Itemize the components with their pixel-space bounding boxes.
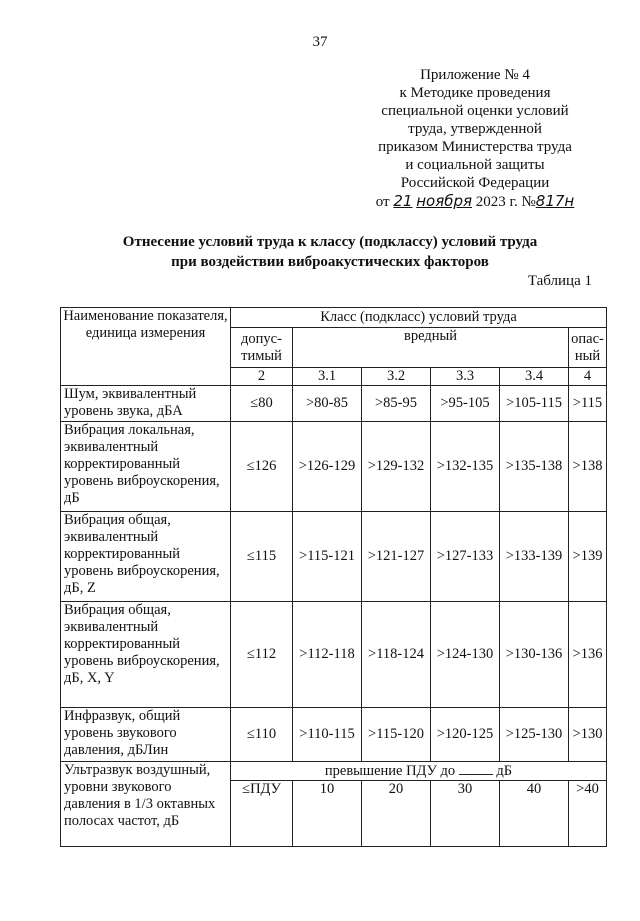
header-code: 3.3 [431,368,500,386]
row-name: Инфразвук, общий уровень звукового давления, дБЛин [61,708,231,762]
row-name: Вибрация локальная, эквивалентный корректированный уровень виброускорения, дБ [61,422,231,512]
header-code: 2 [231,368,293,386]
table-row [61,422,607,512]
classification-table [60,307,607,847]
ultrasound-row [61,762,607,781]
blank-line [459,762,493,775]
page-number: 37 [312,34,328,50]
appendix-block [360,66,590,211]
table-row [61,512,607,602]
row-value: >127-133 [431,512,500,602]
header-code: 3.4 [500,368,569,386]
table-label: Таблица 1 [527,273,592,289]
header-name-col: Наименование показателя, единица измерения [61,308,231,386]
row-value: >115-121 [293,512,362,602]
row-name: Вибрация общая, эквивалентный корректированный уровень виброускорения, дБ, Z [61,512,231,602]
header-dangerous: опас-ный [569,328,607,368]
header-permissible: допус-тимый [231,328,293,368]
title-line: Отнесение условий труда к классу (подклассу) условий труда [122,234,538,250]
row-value: >129-132 [362,422,431,512]
row-value: >95-105 [431,386,500,422]
appendix-line: к Методике проведения [399,85,551,101]
date-day: 21 [393,192,413,210]
row-value: >130 [569,708,607,762]
appendix-line: и социальной защиты [405,157,545,173]
table-row [61,602,607,708]
row-value: ≤126 [231,422,293,512]
appendix-line: труда, утвержденной [408,121,542,137]
row-value: >115 [569,386,607,422]
row-value: >124-130 [431,602,500,708]
row-value: 20 [362,781,431,847]
row-value: >115-120 [362,708,431,762]
table-row [61,386,607,422]
row-value: >110-115 [293,708,362,762]
row-value: ≤115 [231,512,293,602]
row-name: Вибрация общая, эквивалентный корректированный уровень виброускорения, дБ, X, Y [61,602,231,708]
exceed-suffix: дБ [496,763,513,779]
row-value: >112-118 [293,602,362,708]
row-value: ≤80 [231,386,293,422]
row-value: >135-138 [500,422,569,512]
date-month: ноября [416,192,473,210]
appendix-line: приказом Министерства труда [378,139,572,155]
row-value: >138 [569,422,607,512]
row-value: >125-130 [500,708,569,762]
date-prefix: от [375,194,390,210]
row-value: >121-127 [362,512,431,602]
appendix-line: Российской Федерации [400,175,550,191]
row-name: Ультразвук воздушный, уровни звукового давления в 1/3 октавных полосах частот, дБ [61,762,231,847]
row-value: ≤110 [231,708,293,762]
header-class-group: Класс (подкласс) условий труда [231,308,607,328]
row-value: >85-95 [362,386,431,422]
title-line: при воздействии виброакустических факторов [171,254,489,270]
row-value: 10 [293,781,362,847]
row-value: >132-135 [431,422,500,512]
row-value: >80-85 [293,386,362,422]
header-code: 3.2 [362,368,431,386]
header-harmful: вредный [293,328,569,368]
row-value: >136 [569,602,607,708]
ultrasound-exceed-header [231,762,607,781]
row-value: ≤112 [231,602,293,708]
appendix-line: специальной оценки условий [381,103,569,119]
exceed-prefix: превышение ПДУ до [324,763,456,779]
date-year: 2023 г. № [475,194,536,210]
row-value: >120-125 [431,708,500,762]
appendix-line: Приложение № 4 [420,67,530,83]
row-value: >40 [569,781,607,847]
header-code: 4 [569,368,607,386]
row-value: >118-124 [362,602,431,708]
row-value: ≤ПДУ [231,781,293,847]
row-value: >130-136 [500,602,569,708]
header-code: 3.1 [293,368,362,386]
order-number: 817н [535,192,575,210]
row-value: 30 [431,781,500,847]
row-value: >105-115 [500,386,569,422]
table-row [61,708,607,762]
row-value: 40 [500,781,569,847]
appendix-date-line [360,192,590,211]
row-value: >133-139 [500,512,569,602]
row-value: >139 [569,512,607,602]
row-value: >126-129 [293,422,362,512]
document-title [60,232,600,272]
row-name: Шум, эквивалентный уровень звука, дБА [61,386,231,422]
